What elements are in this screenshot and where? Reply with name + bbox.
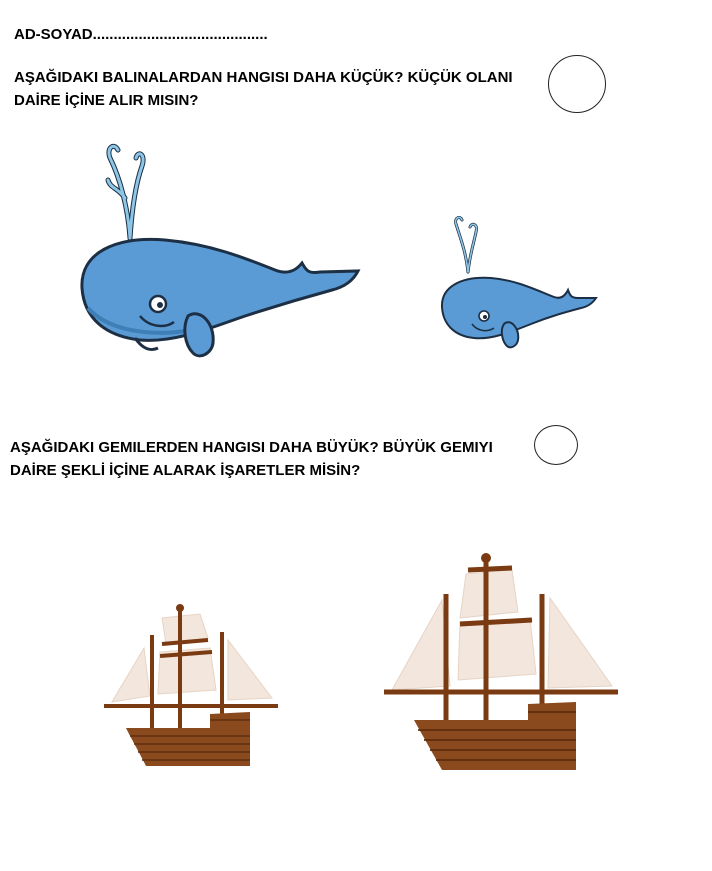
whale-spout-icon xyxy=(108,146,143,238)
big-ship-image[interactable] xyxy=(380,552,625,772)
question-2-line-2: DAİRE ŞEKLİ İÇİNE ALARAK İŞARETLER MİSİN? xyxy=(10,462,361,479)
big-whale-body xyxy=(82,239,358,340)
answer-circle-2[interactable] xyxy=(534,425,578,465)
small-whale-fin xyxy=(502,322,518,347)
big-whale-image[interactable] xyxy=(70,138,370,363)
question-1-line-2: DAİRE İÇİNE ALIR MISIN? xyxy=(14,92,199,109)
small-whale-body xyxy=(442,278,596,339)
name-line: AD-SOYAD.......................................... xyxy=(14,26,268,43)
question-1-line-1: AŞAĞIDAKI BALINALARDAN HANGISI DAHA KÜÇÜK? KÜÇÜK OLANI xyxy=(14,69,513,86)
small-ship-image[interactable] xyxy=(100,600,282,770)
big-ship-sail xyxy=(460,570,518,618)
small-whale-image[interactable] xyxy=(436,212,601,352)
answer-circle-1[interactable] xyxy=(548,55,606,113)
question-2-line-1: AŞAĞIDAKI GEMILERDEN HANGISI DAHA BÜYÜK? BÜYÜK GEMIYI xyxy=(10,439,493,456)
